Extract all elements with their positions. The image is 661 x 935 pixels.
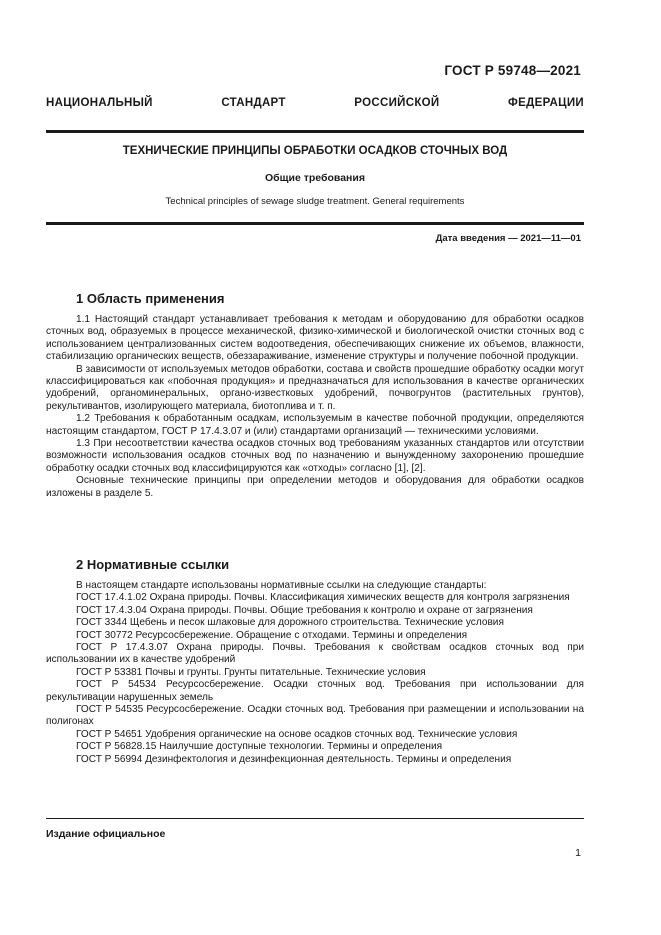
reference-item: ГОСТ Р 54535 Ресурсосбережение. Осадки сточных вод. Требования при размещении и использовании на полигонах — [46, 704, 584, 728]
effective-date: Дата введения — 2021—11—01 — [435, 233, 581, 244]
section-body — [46, 314, 584, 500]
paragraph: 1.1 Настоящий стандарт устанавливает требования к методам и оборудованию для обработки осадков сточных вод, образуемых в процессе механической, физико-химической и биологической очистки сточных вод с использованием централизованных систем водоотведения, обеспечивающих снижение их объемов, влажности, стабилизацию органических веществ, обеззараживание, изменение структуры и получение побочной продукции. — [46, 314, 584, 363]
national-standard-title: НАЦИОНАЛЬНЫЙ СТАНДАРТ РОССИЙСКОЙ ФЕДЕРАЦИИ — [46, 97, 584, 109]
reference-item: ГОСТ 17.4.1.02 Охрана природы. Почвы. Классификация химических веществ для контроля загрязнения — [76, 592, 570, 604]
paragraph: Основные технические принципы при определении методов и оборудования для обработки осадков изложены в разделе 5. — [46, 475, 584, 499]
reference-item: ГОСТ Р 53381 Почвы и грунты. Грунты питательные. Технические условия — [76, 666, 426, 678]
paragraph: 1.2 Требования к обработанным осадкам, используемым в качестве побочной продукции, определяются настоящим стандартом, ГОСТ Р 17.4.3.07 и (или) стандартами организаций — техническими условиями. — [46, 413, 584, 437]
section-heading: 1 Область применения — [76, 291, 225, 306]
document-title: ТЕХНИЧЕСКИЕ ПРИНЦИПЫ ОБРАБОТКИ ОСАДКОВ СТОЧНЫХ ВОД — [122, 145, 508, 157]
reference-item: ГОСТ 30772 Ресурсосбережение. Обращение с отходами. Термины и определения — [76, 629, 468, 641]
section-heading: 2 Нормативные ссылки — [76, 557, 230, 572]
footer-rule — [46, 818, 584, 819]
paragraph: 1.3 При несоответствии качества осадков сточных вод требованиям указанных стандартов или отсутствии возможности использования осадков сточных вод по назначению и вынужденному захоронению прошедшие обработку осадки сточных вод классифицируются как «отходы» согласно [1], [2]. — [46, 438, 584, 474]
reference-item: ГОСТ Р 54534 Ресурсосбережение. Осадки сточных вод. Требования при использовании для рекультивации нарушенных земель — [46, 679, 584, 703]
official-edition-label: Издание официальное — [46, 828, 166, 840]
reference-item: ГОСТ Р 54651 Удобрения органические на основе осадков сточных вод. Технические условия — [76, 728, 518, 740]
english-title: Technical principles of sewage sludge treatment. General requirements — [165, 196, 465, 207]
reference-item: ГОСТ 3344 Щебень и песок шлаковые для дорожного строительства. Технические условия — [76, 617, 504, 629]
reference-item: ГОСТ 17.4.3.04 Охрана природы. Почвы. Общие требования к контролю и охране от загрязнения — [76, 604, 533, 616]
paragraph: В зависимости от используемых методов обработки, состава и свойств прошедшие обработку осадки могут классифицироваться как «побочная продукция» и предназначаться для использования в качестве органических удобрений, органоминеральных, органо-известковых удобрений, почвогрунтов (растительных грунтов), рекультивантов, изолирующего материала, биотоплива и т. п. — [46, 363, 585, 412]
reference-item: ГОСТ Р 17.4.3.07 Охрана природы. Почвы. Требования к свойствам осадков сточных вод при использовании их в качестве удобрений — [46, 642, 584, 666]
title-bottom-rule — [46, 222, 584, 225]
standard-number: ГОСТ Р 59748—2021 — [444, 63, 581, 78]
references-list — [46, 580, 584, 766]
title-top-rule — [46, 130, 584, 133]
page-number: 1 — [575, 847, 581, 859]
references-intro: В настоящем стандарте использованы нормативные ссылки на следующие стандарты: — [76, 580, 487, 591]
reference-item: ГОСТ Р 56828.15 Наилучшие доступные технологии. Термины и определения — [76, 741, 443, 753]
reference-item: ГОСТ Р 56994 Дезинфектология и дезинфекционная деятельность. Термины и определения — [76, 753, 512, 765]
document-subtitle: Общие требования — [265, 172, 365, 184]
